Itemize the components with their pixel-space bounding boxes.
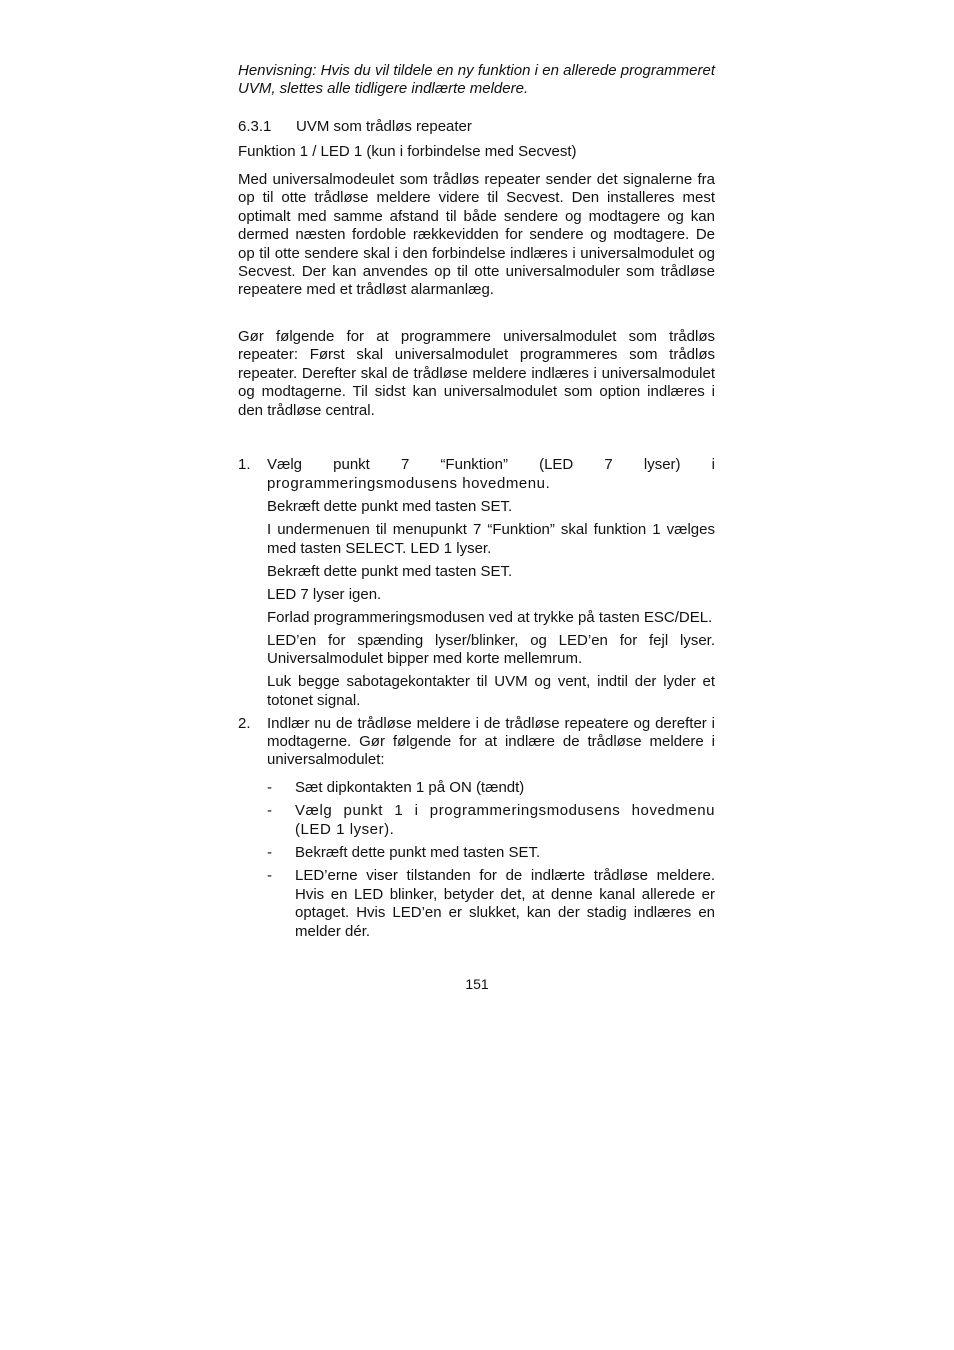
page-number: 151 <box>465 976 489 992</box>
bullet-text: LED’erne viser tilstanden for de indlærte trådløse meldere. Hvis en LED blinker, betyder det, at denne kanal allerede er optaget. Hvis LED’en er slukket, kan der stadig indlæres en melder dér. <box>295 867 715 940</box>
bullet-text: Vælg punkt 1 i programmeringsmodusens hovedmenu (LED 1 lyser). <box>295 802 715 838</box>
section-subtitle: Funktion 1 / LED 1 (kun i forbindelse med Secvest) <box>238 143 577 160</box>
step-text: LED 7 lyser igen. <box>267 585 382 603</box>
bullet-item <box>267 867 715 941</box>
bullet-item <box>267 779 715 797</box>
bullet-text: Bekræft dette punkt med tasten SET. <box>295 844 541 862</box>
bullet-dash: - <box>267 778 272 796</box>
step-marker: 1. <box>238 456 251 473</box>
step-marker: 2. <box>238 714 251 732</box>
step-text: Vælg punkt 7 “Funktion” (LED 7 lyser) i <box>267 456 715 473</box>
step-1 <box>238 456 715 710</box>
step-text: LED’en for spænding lyser/blinker, og LED’en for fejl lyser. Universalmodulet bipper med korte mellemrum. <box>267 631 715 668</box>
step-text: Bekræft dette punkt med tasten SET. <box>267 562 513 580</box>
section-title: UVM som trådløs repeater <box>296 118 472 135</box>
bullet-dash: - <box>267 844 272 862</box>
bullet-list <box>267 779 715 941</box>
step-text: Luk begge sabotagekontakter til UVM og vent, indtil der lyder et totonet signal. <box>267 673 715 709</box>
procedure-paragraph: Gør følgende for at programmere universalmodulet som trådløs repeater: Først skal universalmodulet programmeres som trådløs repeater. Derefter skal de trådløse meldere indlæres i universalmodulet og modtagerne. Til sidst kan universalmodulet som option indlæres i den trådløse central. <box>238 328 715 419</box>
reference-note: Henvisning: Hvis du vil tildele en ny funktion i en allerede programmeret UVM, slettes alle tidligere indlærte meldere. <box>238 62 715 98</box>
numbered-steps <box>238 456 715 946</box>
section-number: 6.3.1 <box>238 118 272 135</box>
bullet-dash: - <box>267 867 272 885</box>
bullet-item <box>267 844 715 862</box>
intro-paragraph: Med universalmodeulet som trådløs repeater sender det signalerne fra op til otte trådløse meldere videre til Secvest. Den installeres mest optimalt med samme afstand til både sendere og modtagere og kan dermed næsten fordoble rækkevidden for sendere og modtagere. De op til otte sendere skal i den forbindelse indlæres i universalmodulet og Secvest. Der kan anvendes op til otte universalmoduler som trådløse repeatere med et trådløst alarmanlæg. <box>238 171 715 299</box>
step-text: Bekræft dette punkt med tasten SET. <box>267 498 513 516</box>
step-text: Forlad programmeringsmodusen ved at trykke på tasten ESC/DEL. <box>267 608 713 626</box>
step-2 <box>238 715 715 770</box>
bullet-text: Sæt dipkontakten 1 på ON (tændt) <box>295 778 525 796</box>
step-text: Indlær nu de trådløse meldere i de trådløse repeatere og derefter i modtagerne. Gør følgende for at indlære de trådløse meldere i universalmodulet: <box>267 714 715 769</box>
step-text: programmeringsmodusens hovedmenu. <box>267 475 551 493</box>
section-heading <box>238 118 715 136</box>
bullet-item <box>267 802 715 839</box>
bullet-dash: - <box>267 802 273 820</box>
step-text: I undermenuen til menupunkt 7 “Funktion” skal funktion 1 vælges med tasten SELECT. LED 1 lyser. <box>267 521 715 557</box>
